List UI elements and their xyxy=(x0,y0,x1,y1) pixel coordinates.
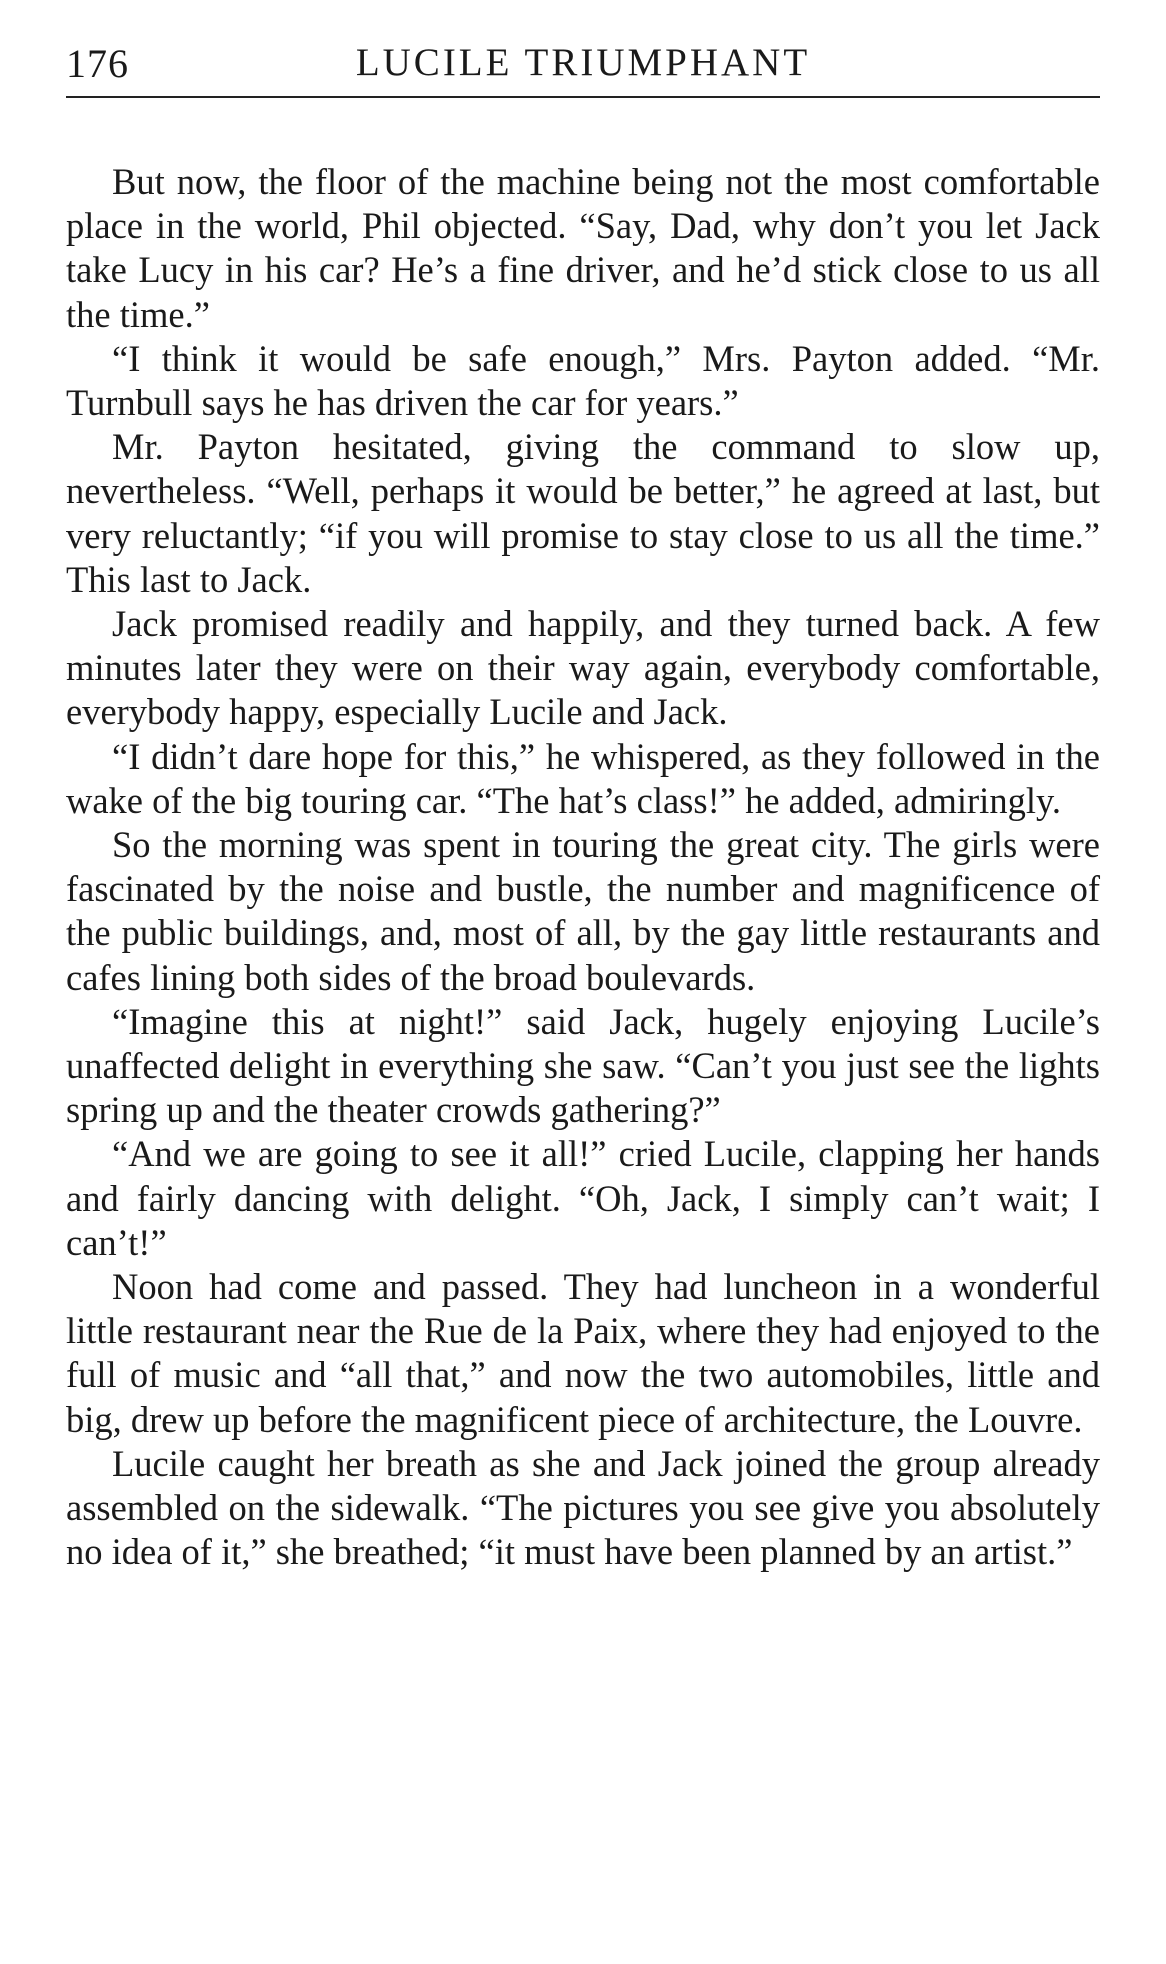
paragraph: “I think it would be safe enough,” Mrs. Payton added. “Mr. Turnbull says he has driven the car for years.” xyxy=(66,337,1100,424)
body-text xyxy=(66,160,1100,1575)
paragraph: “Imagine this at night!” said Jack, hugely enjoying Lucile’s unaffected delight in everything she saw. “Can’t you just see the lights spring up and the theater crowds gathering?” xyxy=(66,1000,1100,1131)
running-head xyxy=(66,38,1100,98)
paragraph: Noon had come and passed. They had luncheon in a wonderful little restaurant near the Rue de la Paix, where they had enjoyed to the full of music and “all that,” and now the two automobiles, little and big, drew up before the magnificent piece of architecture, the Louvre. xyxy=(66,1266,1100,1440)
paragraph: But now, the floor of the machine being not the most comfortable place in the world, Phil objected. “Say, Dad, why don’t you let Jack take Lucy in his car? He’s a fine driver, and he’d stick close to us all the time.” xyxy=(66,161,1100,335)
paragraph: Lucile caught her breath as she and Jack joined the group already assembled on the sidewalk. “The pictures you see give you absolutely no idea of it,” she breathed; “it must have been planned by an artist.” xyxy=(66,1442,1100,1573)
paragraph: So the morning was spent in touring the great city. The girls were fascinated by the noise and bustle, the number and magnificence of the public buildings, and, most of all, by the gay little restaurants and cafes lining both sides of the broad boulevards. xyxy=(66,824,1100,998)
paragraph: “And we are going to see it all!” cried Lucile, clapping her hands and fairly dancing with delight. “Oh, Jack, I simply can’t wait; I can’t!” xyxy=(66,1133,1100,1263)
page-number: 176 xyxy=(66,41,129,86)
paragraph: Jack promised readily and happily, and they turned back. A few minutes later they were on their way again, everybody comfortable, everybody happy, especially Lucile and Jack. xyxy=(66,603,1100,733)
paragraph: “I didn’t dare hope for this,” he whispered, as they followed in the wake of the big touring car. “The hat’s class!” he added, admiringly. xyxy=(66,735,1100,821)
paragraph: Mr. Payton hesitated, giving the command to slow up, nevertheless. “Well, perhaps it would be better,” he agreed at last, but very reluctantly; “if you will promise to stay close to us all the time.” This last to Jack. xyxy=(66,426,1100,600)
running-title: LUCILE TRIUMPHANT xyxy=(355,41,811,84)
